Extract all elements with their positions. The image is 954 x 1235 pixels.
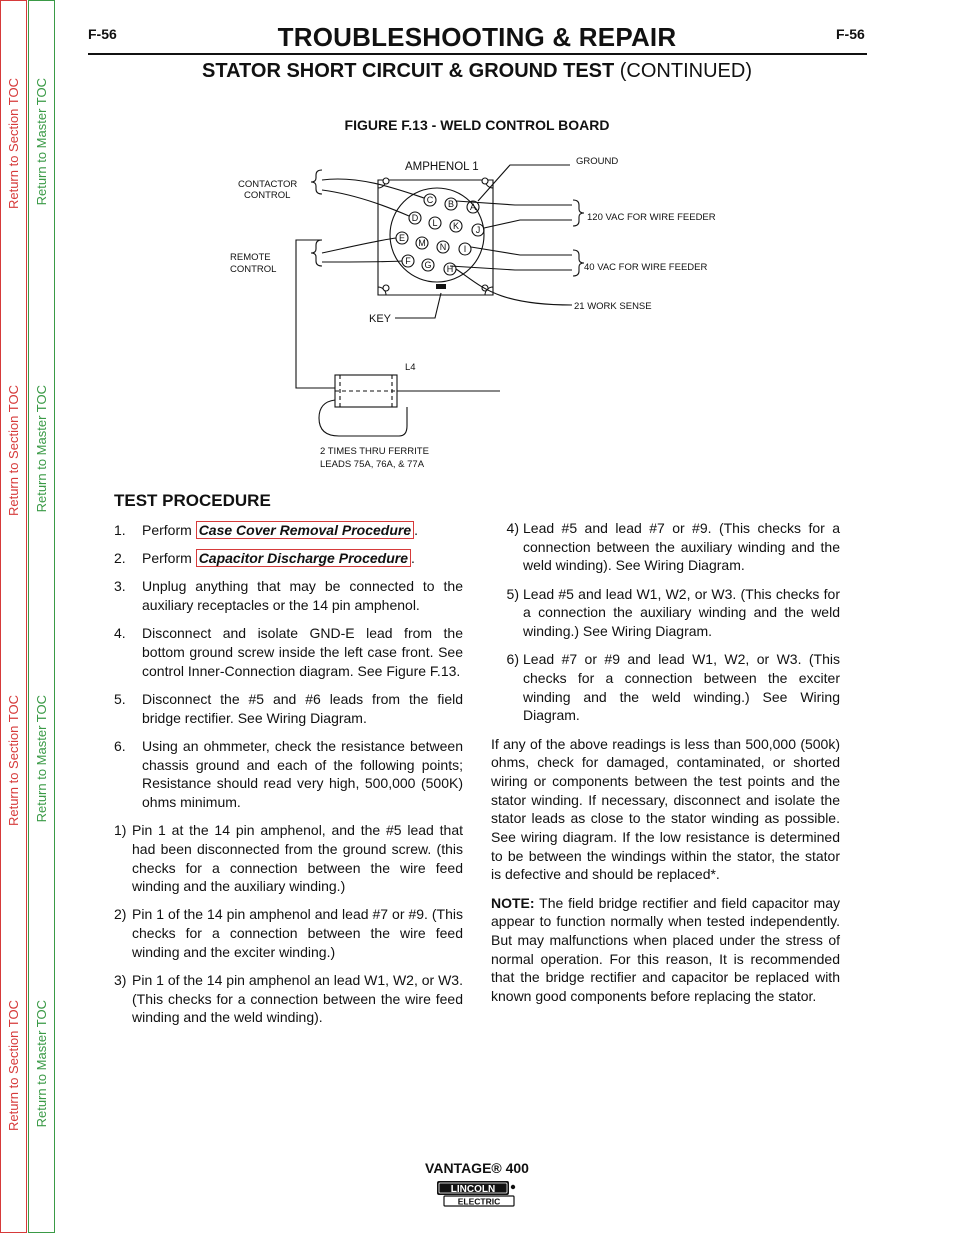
- return-section-toc-link-1[interactable]: Return to Section TOC: [6, 78, 21, 210]
- subtitle-continued: (CONTINUED): [614, 60, 752, 82]
- sub-step-5: 5) Lead #5 and lead W1, W2, or W3. (This checks for a connection the auxiliary winding and the weld winding.) See Wiring Diagram.: [506, 585, 840, 640]
- left-column: [114, 521, 463, 1037]
- pin-b: B: [447, 199, 455, 209]
- pin-d: D: [411, 213, 419, 223]
- sub-step-4: 4) Lead #5 and lead #7 or #9. (This checks for a connection between the auxiliary winding and the weld winding). See Wiring Diagram.: [506, 520, 840, 574]
- weld-control-board-diagram: [220, 150, 740, 480]
- vac40-label: 40 VAC FOR WIRE FEEDER: [584, 262, 708, 273]
- pin-a: A: [469, 202, 477, 212]
- pin-i: I: [463, 244, 467, 254]
- return-section-toc-link-2[interactable]: Return to Section TOC: [6, 385, 21, 517]
- subtitle-main: STATOR SHORT CIRCUIT & GROUND TEST: [202, 60, 615, 82]
- header-rule: [88, 53, 867, 55]
- test-procedure-heading: TEST PROCEDURE: [114, 491, 271, 510]
- remote-label-2: CONTROL: [230, 264, 277, 275]
- sub-step-2: 2) Pin 1 of the 14 pin amphenol and lead #7 or #9. (This checks for a connection between the wire feed winding and the exciter winding.): [114, 906, 463, 960]
- pin-n: N: [439, 242, 447, 252]
- sub-step-1: 1) Pin 1 at the 14 pin amphenol, and the #5 lead that had been disconnected from the ground screw. (this checks for a connection between the wire feed winding and the auxiliary winding.): [114, 822, 463, 895]
- result-paragraph: If any of the above readings is less than 500,000 (500k) ohms, check for damaged, contaminated, or shorted wiring or components between the test points and the stator winding. If necessary, disconnect and isolate the stator leads as close to the stator winding as possible. See wiring diagram. If the low resistance is determined to be between the windings within the stator, the stator is defective and should be replaced*.: [491, 735, 840, 883]
- return-master-toc-link-1[interactable]: Return to Master TOC: [34, 78, 49, 206]
- l4-label: L4: [405, 362, 416, 373]
- sub-step-6: 6) Lead #7 or #9 and lead W1, W2, or W3. (This checks for a connection between the exciter winding and the weld winding.) See Wiring Diagram.: [506, 651, 840, 724]
- page-title: TROUBLESHOOTING & REPAIR: [277, 22, 677, 52]
- ferrite-label-1: 2 TIMES THRU FERRITE: [320, 446, 429, 457]
- note-label: NOTE:: [491, 894, 535, 911]
- amphenol-label: AMPHENOL 1: [405, 161, 479, 173]
- return-master-toc-link-4[interactable]: Return to Master TOC: [34, 1000, 49, 1128]
- pin-k: K: [452, 221, 460, 231]
- step-2: 2. Perform Capacitor Discharge Procedure .: [114, 550, 415, 567]
- return-section-toc-link-3[interactable]: Return to Section TOC: [6, 695, 21, 827]
- case-cover-removal-link[interactable]: Case Cover Removal Procedure: [196, 521, 414, 539]
- pin-g: G: [424, 260, 432, 270]
- contactor-label-2: CONTROL: [244, 190, 291, 201]
- pin-m: M: [418, 238, 426, 248]
- pin-h: H: [446, 264, 454, 274]
- ground-label: GROUND: [576, 156, 619, 167]
- note-text: The field bridge rectifier and field capacitor may appear to function normally when tested independently. But may malfunctions when placed under the stress of normal operation. For this reason, It is recommended that the bridge rectifier and capacitor be replaced with known good components before replacing the stator.: [491, 894, 840, 1005]
- remote-label-1: REMOTE: [230, 252, 271, 263]
- page-number-left: F-56: [88, 26, 117, 42]
- pin-f: F: [405, 256, 411, 266]
- return-section-toc-link-4[interactable]: Return to Section TOC: [6, 1000, 21, 1132]
- ferrite-label-2: LEADS 75A, 76A, & 77A: [320, 459, 425, 470]
- pin-j: J: [475, 225, 481, 235]
- vac120-label: 120 VAC FOR WIRE FEEDER: [587, 212, 716, 223]
- figure-title: FIGURE F.13 - WELD CONTROL BOARD: [344, 117, 610, 133]
- contactor-label-1: CONTACTOR: [238, 179, 298, 190]
- right-column: [491, 519, 840, 1015]
- return-master-toc-link-2[interactable]: Return to Master TOC: [34, 385, 49, 513]
- svg-text:ELECTRIC: ELECTRIC: [457, 1196, 501, 1207]
- note-paragraph: [491, 894, 840, 1006]
- step-6: 6. Using an ohmmeter, check the resistance between chassis ground and each of the following points; Resistance should read very high, 500,000 (500K) ohms minimum.: [114, 737, 463, 810]
- svg-text:LINCOLN: LINCOLN: [450, 1184, 496, 1195]
- pin-c: C: [426, 195, 434, 205]
- step-4: 4. Disconnect and isolate GND-E lead from the bottom ground screw inside the left case front. See control Inner-Connection diagram. See Figure F.13.: [114, 625, 463, 679]
- lincoln-electric-logo: [436, 1180, 518, 1208]
- model-name: VANTAGE® 400: [425, 1160, 529, 1176]
- pin-l: L: [432, 218, 438, 228]
- pin-e: E: [398, 233, 406, 243]
- return-master-toc-link-3[interactable]: Return to Master TOC: [34, 695, 49, 823]
- step-5: 5. Disconnect the #5 and #6 leads from the field bridge rectifier. See Wiring Diagram.: [114, 690, 463, 726]
- key-label: KEY: [369, 313, 392, 325]
- capacitor-discharge-link[interactable]: Capacitor Discharge Procedure: [196, 549, 411, 567]
- step-3: 3. Unplug anything that may be connected to the auxiliary receptacles or the 14 pin amphenol.: [114, 578, 463, 614]
- step-1: 1. Perform Case Cover Removal Procedure .: [114, 522, 419, 538]
- page-number-right: F-56: [836, 26, 865, 42]
- section-subtitle: [0, 60, 954, 83]
- sub-step-3: 3) Pin 1 of the 14 pin amphenol an lead W1, W2, or W3. (This checks for a connection between the wire feed winding and the weld winding).: [114, 972, 463, 1026]
- work-sense-label: 21 WORK SENSE: [574, 301, 652, 312]
